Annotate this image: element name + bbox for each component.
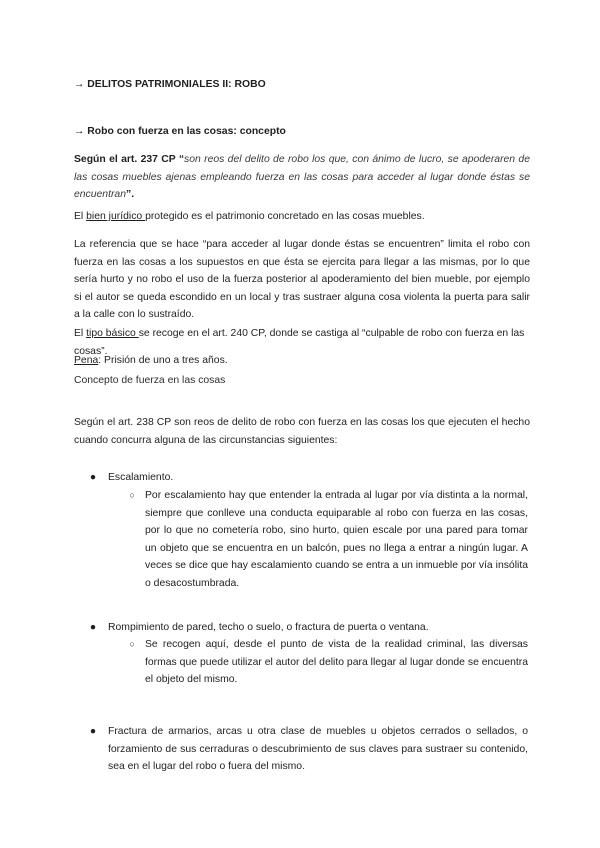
bullet-fractura: Fractura de armarios, arcas u otra clase de muebles u objetos cerrados o sellados, o forzamiento de sus cerraduras o descubrimiento de sus claves para sustraer su contenido, sea en el lugar del robo o fuera del mismo. [108,726,528,772]
paragraph-art-238: Según el art. 238 CP son reos de delito de robo con fuerza en las cosas los que ejecuten el hecho cuando concurra alguna de las circunstancias siguientes: [74,417,530,446]
bullet-escalamiento: Escalamiento. [108,472,174,483]
tipo-basico-term: tipo básico [86,328,139,339]
sub-bullet-rompimiento: Se recogen aquí, desde el punto de vista de la realidad criminal, las diversas formas que puede utilizar el autor del delito para llegar al lugar donde se encuentra el objeto del mismo. [145,639,528,685]
bullet-icon: ● [89,622,97,633]
paragraph-pena [74,352,530,370]
sub-bullet-escalamiento: Por escalamiento hay que entender la entrada al lugar por vía distinta a la normal, siempre que conlleve una conducta equiparable al robo con fuerza en las cosas, por lo que no cometería robo, sino hurto, quien escale por una pared para tomar un objeto que se encuentra en un balcón, pues no llega a entrar a ningún lugar. A veces se dice que hay escalamiento cuando se entra a un inmueble por vía insólita o desacostumbrada. [145,490,528,589]
sub-bullet-icon: ○ [129,490,135,500]
section-heading: → Robo con fuerza en las cosas: concepto [74,126,286,137]
paragraph-bien-juridico-a: El [74,211,87,222]
paragraph-art-237-suffix: ”. [126,189,135,200]
paragraph-referencia: La referencia que se hace “para acceder al lugar donde éstas se encuentren” limita el robo con fuerza en las cosas a los supuestos en que ésta se ejercita para llegar a las mismas, por lo que sería hurto y no robo el uso de la fuerza posterior al apoderamiento del bien mueble, por ejemplo si el autor se queda escondido en un local y tras sustraer alguna cosa violenta la puerta para salir a la calle con lo sustraído. [74,239,530,320]
paragraph-pena-b: : Prisión de uno a tres años. [98,355,228,366]
paragraph-tipo-basico-b: se recoge en el art. 240 CP, donde se castiga al “culpable de robo con fuerza en las cosas”. [74,328,525,357]
paragraph-art-237-quote: son reos del delito de robo los que, con ánimo de lucro, se apoderaren de las cosas muebles ajenas empleando fuerza en las cosas para acceder al lugar donde éstas se encuentran [74,154,530,200]
subsection-heading: Concepto de fuerza en las cosas [74,375,226,386]
pena-term: Pena [74,355,99,366]
paragraph-bien-juridico [74,208,530,226]
bien-juridico-term: bien jurídico [86,211,146,222]
paragraph-bien-juridico-b: protegido es el patrimonio concretado en las cosas muebles. [145,211,425,222]
paragraph-tipo-basico-a: El [74,328,87,339]
paragraph-art-237-prefix: Según el art. 237 CP “ [74,154,185,165]
bullet-icon: ● [89,472,97,483]
page-title: → DELITOS PATRIMONIALES II: ROBO [74,79,266,90]
bullet-icon: ● [89,726,97,737]
paragraph-art-237 [74,151,530,204]
sub-bullet-icon: ○ [129,639,135,649]
bullet-rompimiento: Rompimiento de pared, techo o suelo, o fractura de puerta o ventana. [108,622,429,633]
